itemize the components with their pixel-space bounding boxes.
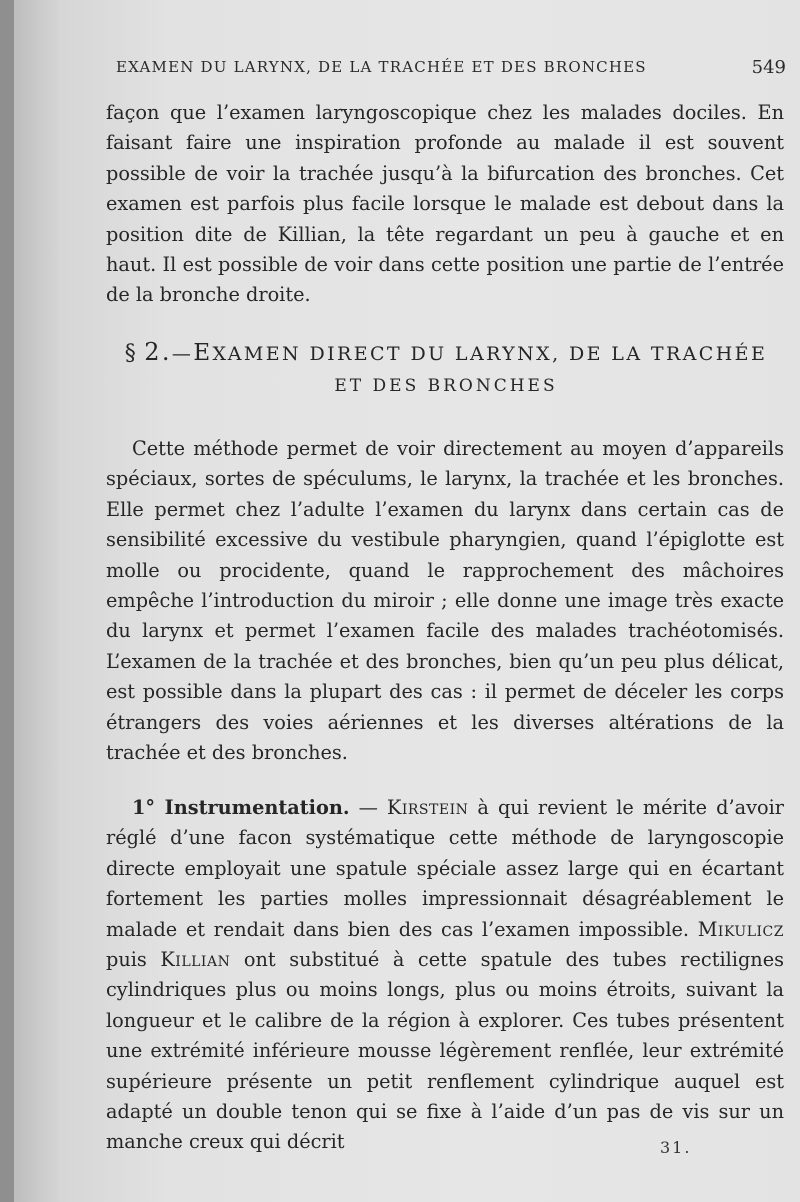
page-number: 549 [751,57,786,78]
signature-mark: 31. [660,1138,692,1157]
subsection-text-3: ont substitué à cette spatule des tubes rectilignes cylindriques plus ou moins longs, plus ou moins étroits, suivant la longueur et le calibre de la région à explorer. Ces tubes présentent une extrémité inférieure mousse légèrement renflée, leur extrémité supérieure présente un petit renflement cylindrique auquel est adapté un double tenon qui se fixe à l’aide d’un pas de vis sur un manche creux qui décrit [106,948,785,1154]
section-heading-line-2: ET DES BRONCHES [334,376,558,396]
book-page [14,0,800,1202]
author-killian: Killian [160,948,231,972]
subsection-text-2: puis [106,948,161,972]
section-dash: — [171,343,194,365]
intro-paragraph: façon que l’examen laryngoscopique chez les malades dociles. En faisant faire une inspiration profonde au malade il est souvent possible de voir la trachée jusqu’à la bifurcation des bronches. Cet examen est parfois plus facile lorsque le malade est debout dans la position dite de Killian, la tête regardant un peu à gauche et en haut. Il est possible de voir dans cette position une partie de l’entrée de la bronche droite. [106,101,784,307]
author-kirstein: Kirstein [386,796,469,819]
subsection-text-1: à qui revient le mérite d’avoir réglé d’une facon systématique cette méthode de laryngoscopie directe employait une spatule spéciale assez large qui en écartant fortement les parties molles impressionnait désagréablement le malade et rendait dans bien des cas l’examen impossible. [106,796,784,941]
subsection-heading: 1° Instrumentation. [132,796,350,819]
section-initial: E [193,340,213,366]
section-sign: § [124,341,136,366]
section-number: 2. [144,338,172,366]
section-heading [106,338,786,396]
running-title: EXAMEN DU LARYNX, DE LA TRACHÉE ET DES BRONCHES [116,58,647,76]
author-mikulicz: Mikulicz [697,917,784,941]
section-title-rest: XAMEN DIRECT DU LARYNX, DE LA TRACHÉE [212,343,768,365]
subsection-paragraph [106,793,784,1158]
section-paragraph: Cette méthode permet de voir directement au moyen d’appareils spéciaux, sortes de spéculums, le larynx, la trachée et les bronches. Elle permet chez l’adulte l’examen du larynx dans certain cas de sensibilité excessive du vestibule pharyngien, quand l’épiglotte est molle ou procidente, quand le rapprochement des mâchoires empêche l’introduction du miroir ; elle donne une image très exacte du larynx et permet l’examen facile des malades trachéotomisés. L’examen de la trachée et des bronches, bien qu’un peu plus délicat, est possible dans la plupart des cas : il permet de déceler les corps étrangers des voies aériennes et les diverses altérations de la trachée et des bronches. [106,437,784,765]
section-heading-line-1 [106,338,786,366]
subsection-dash: — [349,796,387,819]
